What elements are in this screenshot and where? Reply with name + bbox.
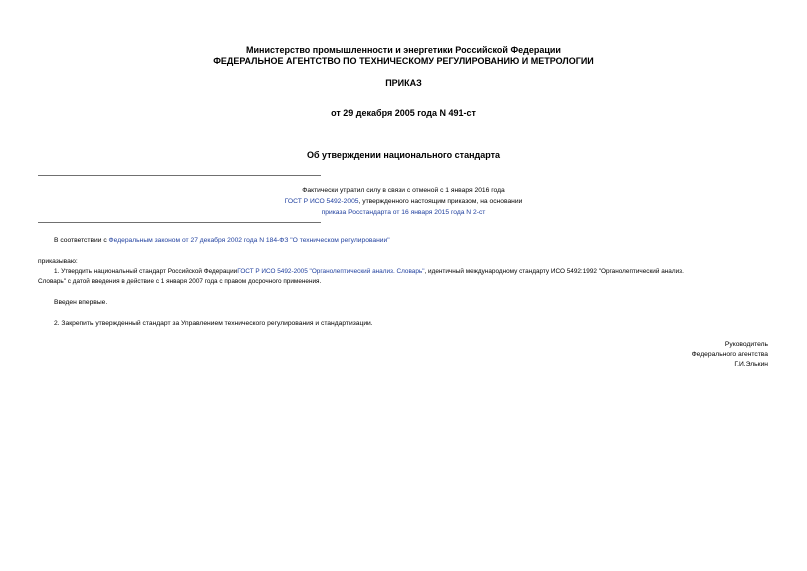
doc-subject: Об утверждении национального стандарта bbox=[306, 150, 501, 160]
doc-date-number: от 29 декабря 2005 года N 491-ст bbox=[331, 108, 476, 118]
introduced-note: Введен впервые. bbox=[54, 299, 108, 306]
signature-title-1: Руководитель bbox=[724, 341, 768, 348]
bottom-divider bbox=[38, 222, 321, 223]
preamble bbox=[54, 237, 390, 244]
ministry-name: Министерство промышленности и энергетики Российской Федерации bbox=[246, 45, 561, 55]
federal-law-link[interactable]: Федеральным законом от 27 декабря 2002 года N 184-ФЗ "О техническом регулировании" bbox=[108, 237, 390, 244]
preamble-text: В соответствии с bbox=[54, 237, 109, 244]
item-1-line-1 bbox=[54, 268, 684, 275]
status-line-2 bbox=[0, 198, 807, 205]
status-line-3 bbox=[0, 209, 807, 216]
signature-title-2: Федерального агентства bbox=[691, 351, 768, 358]
gost-link-item1[interactable]: ГОСТ Р ИСО 5492-2005 "Органолептический анализ. Словарь" bbox=[237, 268, 425, 275]
order-rosstandart-link[interactable]: приказа Росстандарта от 16 января 2015 года N 2-ст bbox=[321, 209, 486, 216]
item-2: 2. Закрепить утвержденный стандарт за Управлением технического регулирования и стандартизации. bbox=[54, 320, 373, 327]
order-word: приказываю: bbox=[38, 258, 78, 265]
status-line-1: Фактически утратил силу в связи с отменой с 1 января 2016 года bbox=[302, 187, 505, 194]
item-1-text-a: 1. Утвердить национальный стандарт Российской Федерации bbox=[54, 268, 238, 275]
doc-type: ПРИКАЗ bbox=[385, 78, 422, 88]
signature-name: Г.И.Элькин bbox=[734, 361, 768, 368]
agency-name: ФЕДЕРАЛЬНОЕ АГЕНТСТВО ПО ТЕХНИЧЕСКОМУ РЕГУЛИРОВАНИЮ И МЕТРОЛОГИИ bbox=[213, 56, 594, 66]
item-1-text-b: , идентичный международному стандарту ИСО 5492:1992 "Органолептический анализ. bbox=[424, 268, 684, 275]
status-line-2-text: , утвержденного настоящим приказом, на основании bbox=[358, 198, 523, 205]
top-divider bbox=[38, 175, 321, 176]
gost-link-note[interactable]: ГОСТ Р ИСО 5492-2005 bbox=[284, 198, 359, 205]
item-1-line-2: Словарь" с датой введения в действие с 1 января 2007 года с правом досрочного применения. bbox=[38, 278, 322, 285]
